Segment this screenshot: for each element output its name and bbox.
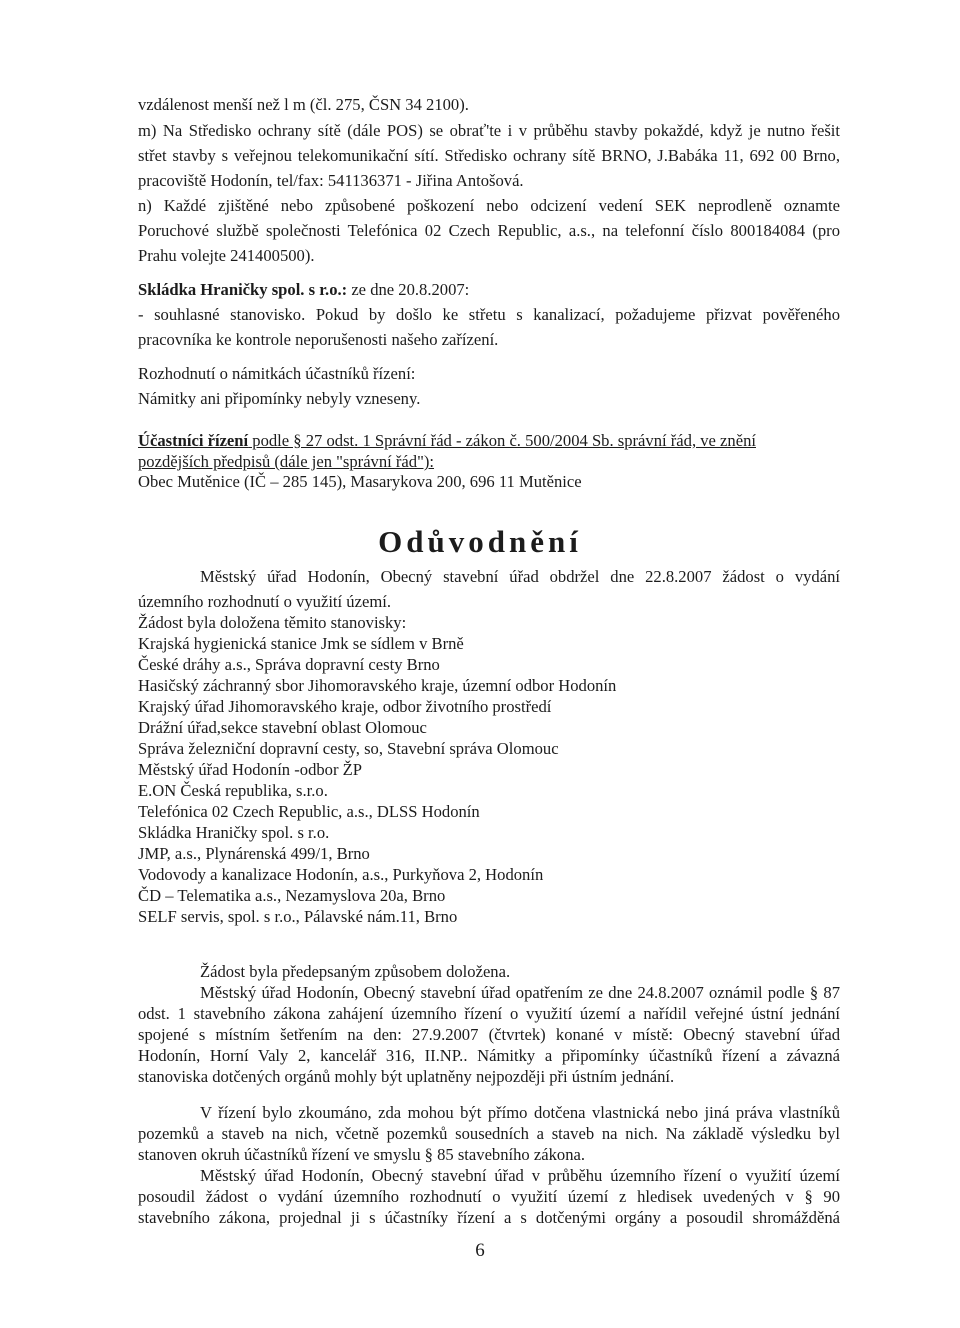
text-line: Městský úřad Hodonín, Obecný stavební úřad v průběhu územního řízení o využití území <box>200 1166 840 1185</box>
text-line: Městský úřad Hodonín, Obecný stavební úřad obdržel dne 22.8.2007 žádost o vydání <box>200 567 840 586</box>
section-title: Rozhodnutí o námitkách účastníků řízení: <box>138 364 416 383</box>
section-heading: Odůvodnění <box>378 524 582 559</box>
text-line: Hodonín, Horní Valy 2, kancelář 316, II.NP.. Námitky a připomínky účastníků řízení a závazná <box>138 1046 840 1065</box>
list-item: E.ON Česká republika, s.r.o. <box>138 781 328 800</box>
text-line: vzdálenost menší než l m (čl. 275, ČSN 34 2100). <box>138 95 469 114</box>
list-item: SELF servis, spol. s r.o., Pálavské nám.11, Brno <box>138 907 458 926</box>
statement-date: ze dne 20.8.2007: <box>347 280 470 299</box>
text-line: stanoven okruh účastníků řízení ve smyslu § 85 stavebního zákona. <box>138 1145 586 1164</box>
text-line: pracoviště Hodonín, tel/fax: 541136371 - Jiřina Antošová. <box>138 171 524 190</box>
text-line: územního rozhodnutí o využití území. <box>138 592 391 611</box>
list-item: Vodovody a kanalizace Hodonín, a.s., Purkyňova 2, Hodonín <box>138 865 544 884</box>
text-line: pozemků a staveb na nich, včetně pozemků sousedních a staveb na nich. Na základě výsledku byl <box>138 1124 840 1143</box>
text-line: střet stavby s veřejnou telekomunikační sítí. Středisko ochrany sítě BRNO, J.Babáka 11, 692 00 Brno, <box>138 146 840 165</box>
text-line: Poruchové službě společnosti Telefónica 02 Czech Republic, a.s., na telefonní číslo 800184084 (pro <box>138 221 840 240</box>
list-item: Krajská hygienická stanice Jmk se sídlem v Brně <box>138 634 464 653</box>
list-item: České dráhy a.s., Správa dopravní cesty Brno <box>138 655 440 674</box>
company-name: Skládka Hraničky spol. s r.o.: <box>138 280 348 299</box>
list-item: Městský úřad Hodonín -odbor ŽP <box>138 760 362 779</box>
participants-law-ref: podle § 27 odst. 1 Správní řád - zákon č. 500/2004 Sb. správní řád, ve znění <box>248 431 756 450</box>
participant-entry: Obec Mutěnice (IČ – 285 145), Masarykova 200, 696 11 Mutěnice <box>138 472 582 491</box>
text-line: Městský úřad Hodonín, Obecný stavební úřad opatřením ze dne 24.8.2007 oznámil podle § 87 <box>200 983 840 1002</box>
page-number: 6 <box>475 1240 485 1261</box>
list-item: Skládka Hraničky spol. s r.o. <box>138 823 330 842</box>
text-line: pozdějších předpisů (dále jen "správní řád"): <box>138 452 435 471</box>
text-line: - souhlasné stanovisko. Pokud by došlo ke střetu s kanalizací, požadujeme přizvat pověřeného <box>138 305 840 324</box>
text-line: odst. 1 stavebního zákona zahájení územního řízení o využití území a nařídil veřejné ústní jednání <box>138 1004 840 1023</box>
text-line: m) Na Středisko ochrany sítě (dále POS) se obrať'te i v průběhu stavby pokaždé, když je nutno řešit <box>138 121 840 140</box>
text-line: Žádost byla doložena těmito stanovisky: <box>138 613 407 632</box>
text-line: spojené s místním šetřením na den: 27.9.2007 (čtvrtek) konané v místě: Obecný stavební úřad <box>138 1025 840 1044</box>
list-item: JMP, a.s., Plynárenská 499/1, Brno <box>138 844 370 863</box>
text-line: posoudil žádost o vydání územního rozhodnutí o využití území z hledisek uvedených v § 90 <box>138 1187 840 1206</box>
skladka-heading <box>138 280 840 300</box>
list-item: Hasičský záchranný sbor Jihomoravského kraje, územní odbor Hodonín <box>138 676 617 695</box>
list-item: Krajský úřad Jihomoravského kraje, odbor životního prostředí <box>138 697 552 716</box>
text-line: Prahu volejte 241400500). <box>138 246 315 265</box>
participants-line <box>138 431 840 451</box>
list-item: Drážní úřad,sekce stavební oblast Olomouc <box>138 718 427 737</box>
text-line: pracovníka ke kontrole neporušenosti našeho zařízení. <box>138 330 499 349</box>
list-item: ČD – Telematika a.s., Nezamyslova 20a, Brno <box>138 886 446 905</box>
participants-label: Účastníci řízení <box>138 431 249 450</box>
text-line: Žádost byla předepsaným způsobem doložena. <box>200 962 511 981</box>
text-line: Námitky ani připomínky nebyly vzneseny. <box>138 389 421 408</box>
list-item: Telefónica 02 Czech Republic, a.s., DLSS Hodonín <box>138 802 480 821</box>
text-line: stanoviska dotčených orgánů mohly být uplatněny nejpozději při ústním jednání. <box>138 1067 675 1086</box>
text-line: V řízení bylo zkoumáno, zda mohou být přímo dotčena vlastnická nebo jiná práva vlastníků <box>200 1103 840 1122</box>
text-line: n) Každé zjištěné nebo způsobené poškození nebo odcizení vedení SEK neprodleně oznamte <box>138 196 840 215</box>
text-line: stavebního zákona, projednal ji s účastníky řízení a s dotčenými orgány a posoudil shromážděná <box>138 1208 840 1227</box>
list-item: Správa železniční dopravní cesty, so, Stavební správa Olomouc <box>138 739 559 758</box>
